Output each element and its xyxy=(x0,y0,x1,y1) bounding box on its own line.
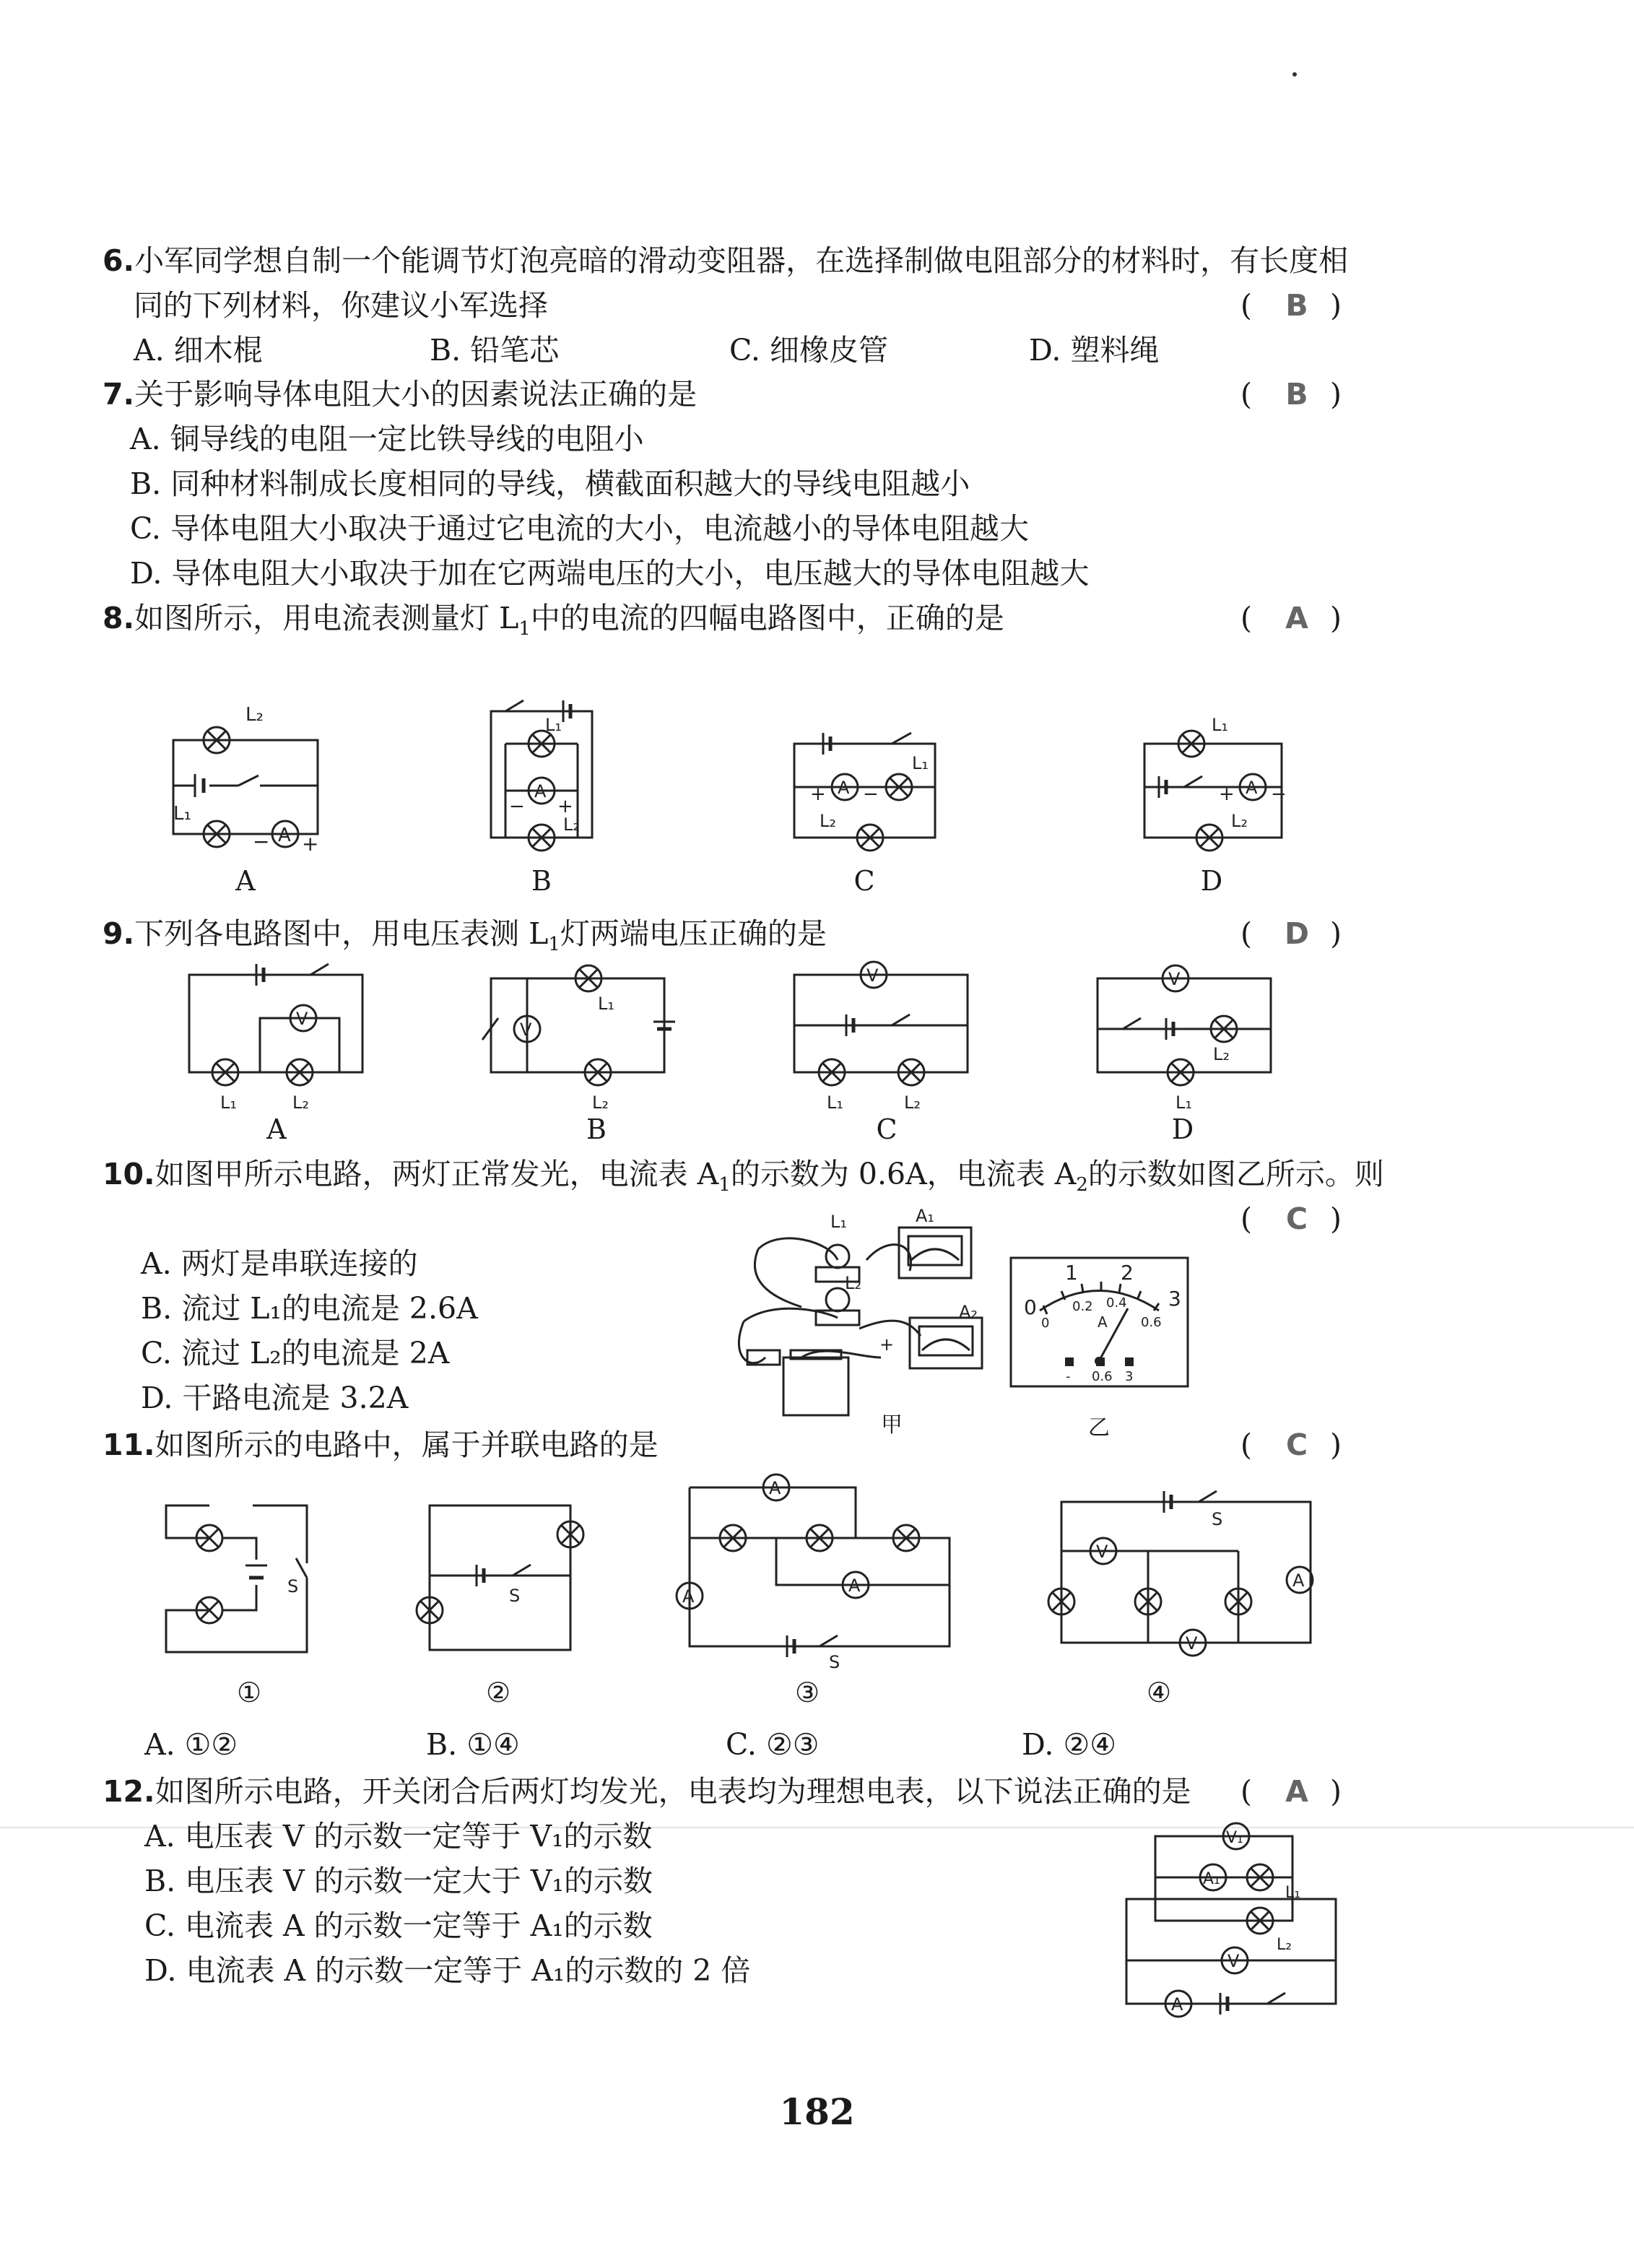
svg-text:2: 2 xyxy=(1121,1261,1134,1285)
caption-b: B xyxy=(531,865,552,897)
svg-text:L₁: L₁ xyxy=(598,994,614,1014)
svg-text:L₁: L₁ xyxy=(545,715,562,735)
svg-text:3: 3 xyxy=(1125,1369,1134,1384)
caption-4: ④ xyxy=(1146,1677,1172,1708)
svg-text:3: 3 xyxy=(1168,1287,1181,1311)
svg-text:L₂: L₂ xyxy=(245,704,264,726)
svg-text:L₁: L₁ xyxy=(830,1212,847,1232)
caption-c: C xyxy=(876,1113,898,1145)
svg-text:+: + xyxy=(302,832,319,856)
svg-text:A: A xyxy=(1171,1994,1183,2015)
svg-text:1: 1 xyxy=(1065,1261,1078,1285)
question-stem: 8.如图所示，用电流表测量灯 $L_1$中的电流的四幅电路图中，正确的是 xyxy=(103,601,1004,640)
svg-text:A₁: A₁ xyxy=(916,1206,935,1226)
svg-text:A₁: A₁ xyxy=(1203,1870,1220,1888)
option-c: C. 细橡皮管 xyxy=(729,333,888,368)
svg-text:L₂: L₂ xyxy=(904,1092,921,1113)
svg-text:+: + xyxy=(557,796,573,817)
option-c: C. 电流表 A 的示数一定等于 A₁的示数 xyxy=(144,1908,653,1943)
svg-text:−: − xyxy=(509,796,525,817)
svg-text:S: S xyxy=(829,1652,840,1672)
svg-text:L₁: L₁ xyxy=(1285,1884,1301,1902)
svg-text:+: + xyxy=(810,783,826,805)
svg-text:A: A xyxy=(848,1576,861,1596)
svg-text:V: V xyxy=(866,965,879,986)
option-b: B. 铅笔芯 xyxy=(430,333,560,368)
svg-text:0: 0 xyxy=(1024,1295,1037,1319)
question-stem: 6.小军同学想自制一个能调节灯泡亮暗的滑动变阻器，在选择制做电阻部分的材料时，有长度相 xyxy=(103,243,1349,278)
svg-text:A: A xyxy=(278,825,291,846)
option-d: D. 干路电流是 3.2A xyxy=(141,1381,409,1415)
svg-text:L₁: L₁ xyxy=(1175,1092,1192,1113)
caption-a: A xyxy=(235,865,256,897)
question-stem-cont: 同的下列材料，你建议小军选择 xyxy=(134,288,548,323)
svg-text:V: V xyxy=(520,1020,532,1040)
question-stem: 12.如图所示电路，开关闭合后两灯均发光，电表均为理想电表，以下说法正确的是 xyxy=(103,1774,1191,1809)
svg-text:L₁: L₁ xyxy=(1212,715,1228,735)
svg-text:L₁: L₁ xyxy=(912,753,929,773)
q11-option-a: A. ①② xyxy=(144,1727,238,1762)
svg-text:A: A xyxy=(1292,1570,1305,1591)
svg-text:−: − xyxy=(863,783,879,805)
option-b: B. 流过 L₁的电流是 2.6A xyxy=(141,1291,478,1326)
option-b: B. 同种材料制成长度相同的导线，横截面积越大的导线电阻越小 xyxy=(130,466,970,501)
option-d: D. 电流表 A 的示数一定等于 A₁的示数的 2 倍 xyxy=(144,1953,751,1988)
svg-text:S: S xyxy=(509,1586,521,1606)
svg-text:L₂: L₂ xyxy=(1277,1936,1292,1954)
caption-b: B xyxy=(586,1113,607,1145)
svg-text:0.4: 0.4 xyxy=(1106,1295,1127,1311)
svg-text:L₂: L₂ xyxy=(845,1273,861,1293)
figure-label-yi: 乙 xyxy=(1088,1415,1110,1441)
svg-text:0.6: 0.6 xyxy=(1141,1315,1162,1330)
svg-text:V₁: V₁ xyxy=(1226,1829,1243,1847)
svg-text:A: A xyxy=(1246,778,1258,798)
svg-text:V: V xyxy=(1096,1542,1108,1562)
svg-text:L₂: L₂ xyxy=(1231,811,1248,831)
svg-text:A: A xyxy=(682,1586,695,1607)
q11-option-d: D. ②④ xyxy=(1022,1727,1116,1762)
svg-text:0.2: 0.2 xyxy=(1072,1299,1093,1314)
svg-text:V: V xyxy=(296,1009,308,1029)
svg-text:L₂: L₂ xyxy=(820,811,836,831)
svg-text:V: V xyxy=(1168,969,1181,989)
caption-1: ① xyxy=(236,1677,262,1708)
option-d: D. 导体电阻大小取决于加在它两端电压的大小，电压越大的导体电阻越大 xyxy=(130,556,1090,591)
svg-text:A: A xyxy=(534,781,547,801)
question-stem: 10.如图甲所示电路，两灯正常发光，电流表 $A_1$的示数为 0.6A，电流表 $A_2$的示数如图乙所示。则 xyxy=(103,1157,1384,1196)
option-a: A. 两灯是串联连接的 xyxy=(141,1246,418,1281)
option-d: D. 塑料绳 xyxy=(1029,333,1160,368)
svg-text:L₂: L₂ xyxy=(292,1092,309,1113)
svg-text:A: A xyxy=(1098,1313,1108,1331)
svg-text:L₂: L₂ xyxy=(563,814,580,835)
option-a: A. 铜导线的电阻一定比铁导线的电阻小 xyxy=(130,422,644,456)
caption-2: ② xyxy=(485,1677,511,1708)
page-number: 182 xyxy=(779,2090,855,2133)
svg-text:L₂: L₂ xyxy=(592,1092,609,1113)
svg-text:L₁: L₁ xyxy=(827,1092,843,1113)
caption-c: C xyxy=(853,865,875,897)
svg-text:S: S xyxy=(1212,1509,1223,1529)
svg-text:L₁: L₁ xyxy=(220,1092,237,1113)
svg-text:+: + xyxy=(1219,783,1235,805)
caption-d: D xyxy=(1200,865,1223,897)
question-stem: 9.下列各电路图中，用电压表测 $L_1$灯两端电压正确的是 xyxy=(103,916,827,956)
caption-a: A xyxy=(266,1113,287,1145)
svg-text:0: 0 xyxy=(1041,1316,1050,1331)
question-stem: 11.如图所示的电路中，属于并联电路的是 xyxy=(103,1428,659,1462)
caption-3: ③ xyxy=(794,1677,820,1708)
caption-d: D xyxy=(1171,1113,1194,1145)
figure-label-jia: 甲 xyxy=(881,1412,903,1438)
svg-text:−: − xyxy=(1271,783,1287,805)
question-stem: 7.关于影响导体电阻大小的因素说法正确的是 xyxy=(103,377,698,412)
svg-text:V: V xyxy=(1186,1633,1198,1654)
q11-option-c: C. ②③ xyxy=(726,1727,820,1762)
option-a: A. 电压表 V 的示数一定等于 V₁的示数 xyxy=(144,1819,653,1854)
option-a: A. 细木棍 xyxy=(134,333,263,368)
option-c: C. 流过 L₂的电流是 2A xyxy=(141,1336,450,1370)
svg-text:S: S xyxy=(287,1576,299,1596)
svg-text:0.6: 0.6 xyxy=(1092,1369,1113,1384)
svg-text:L₂: L₂ xyxy=(1213,1044,1230,1064)
option-b: B. 电压表 V 的示数一定大于 V₁的示数 xyxy=(144,1864,653,1898)
svg-text:A: A xyxy=(769,1478,781,1498)
svg-text:L₁: L₁ xyxy=(173,803,191,825)
svg-text:A: A xyxy=(838,778,850,798)
svg-text:V: V xyxy=(1227,1951,1240,1971)
q11-option-b: B. ①④ xyxy=(426,1727,520,1762)
svg-text:-: - xyxy=(1066,1369,1071,1384)
textbook-page: 6.小军同学想自制一个能调节灯泡亮暗的滑动变阻器，在选择制做电阻部分的材料时，有长度相 同的下列材料，你建议小军选择 ( B ) A. 细木棍 B. 铅笔芯 C. 细橡皮管 D. 塑料绳 7.关于影响导体电阻大小的因素说法正确的是 ( B ) A. 铜导线的电阻一定比铁导线的电阻小 B. 同种材料制成长度相同的导线，横截面积越大的导线电阻越小 C. 导体电阻大小取决于通过它电流的大小，电流越小的导体电阻越大 D. 导体电阻大小取决于加在它两端电压的大小，电压越大的导体电阻越大 8.如图所示，用电流表测量灯 $L_1$中的电流的四幅电路图中，正确的是 ( A ) A L₂ L₁ − + A L₁ L₂ − + A L₁ L₂ + − A L₁ L₂ + − A B C D 9.下列各电路图中，用电压表测 $L_1$灯两端电压正确的是 ( D ) V L₁ L₂ V L₁ L₂ V L₁ L₂ V L₂ L₁ A B C D 10.如图甲所示电路，两灯正常发光，电流表 $A_1$的示数为 0.6A，电流表 $A_2$的示数如图乙所示。则 ( C ) A. 两灯是串联连接的 B. 流过 L₁的电流是 2.6A C. 流过 L₂的电流是 2A D. 干路电流是 3.2A L₁ L₂ A₁ A₂ + 0 1 2 3 0 0.2 0.4 0.6 A - 0.6 3 甲 乙 11.如图所示的电路中，属于并联电路的是 ( C ) S S A A A S V V A S ① ② ③ ④ A. ①② B. ①④ C. ②③ D. ②④ 12.如图所示电路，开关闭合后两灯均发光，电表均为理想电表，以下说法正确的是 ( A ) A. 电压表 V 的示数一定等于 V₁的示数 B. 电压表 V 的示数一定大于 V₁的示数 C. 电流表 A 的示数一定等于 A₁的示数 D. 电流表 A 的示数一定等于 A₁的示数的 2 倍 V₁ A₁ V A L₁ L₂ 182 xyxy=(0,0,1634,2268)
svg-text:A₂: A₂ xyxy=(959,1302,978,1322)
svg-text:+: + xyxy=(879,1334,895,1355)
svg-text:−: − xyxy=(253,830,270,853)
option-c: C. 导体电阻大小取决于通过它电流的大小，电流越小的导体电阻越大 xyxy=(130,511,1029,546)
